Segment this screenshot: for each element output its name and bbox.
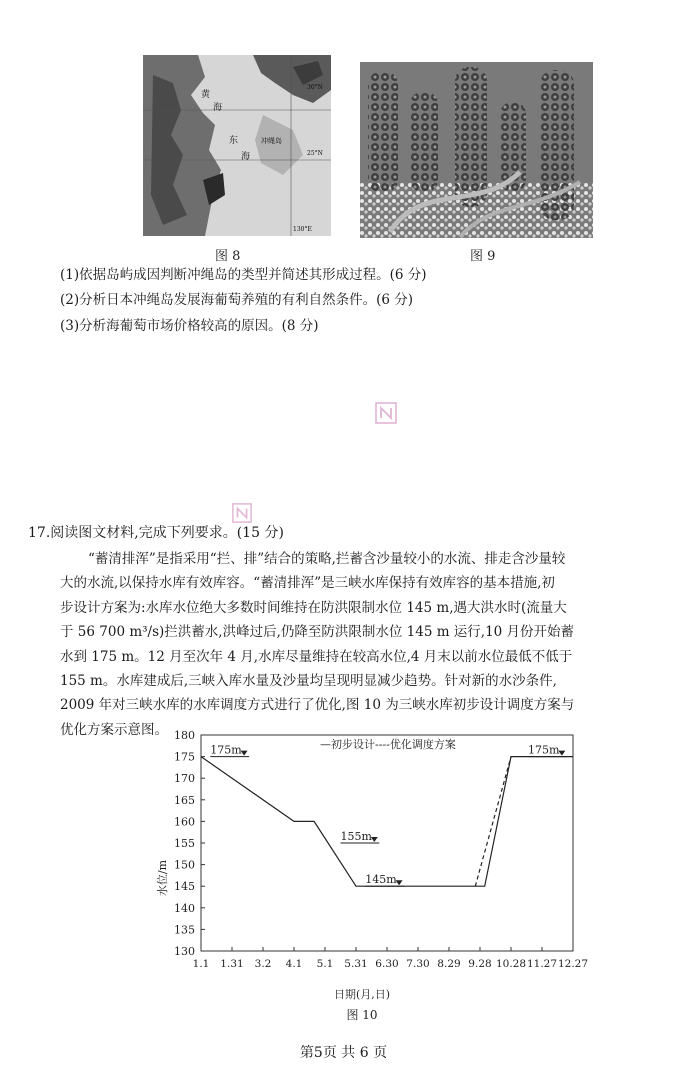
y-tick-label: 160	[174, 815, 195, 829]
map-label: 海	[241, 152, 251, 162]
x-tick-label: 12.27	[557, 958, 589, 970]
map-label: 25°N	[307, 150, 323, 157]
plot-area-border	[201, 735, 573, 951]
level-label: 145m	[365, 873, 397, 887]
x-tick-label: 6.30	[375, 958, 399, 970]
x-tick-label: 3.2	[254, 958, 272, 970]
material-line: 水到 175 m。12 月至次年 4 月,水库尽量维持在较高水位,4 月末以前水位最低不低于	[60, 648, 573, 665]
material-line: 2009 年对三峡水库的水库调度方式进行了优化,图 10 为三峡水库初步设计调度方案与	[60, 697, 575, 714]
y-tick-label: 150	[174, 858, 195, 872]
x-tick-label: 1.1	[192, 958, 210, 970]
x-axis-ticks	[193, 947, 588, 970]
level-labels	[210, 744, 567, 887]
map-label: 黄	[201, 90, 211, 100]
level-label: 175m	[210, 743, 242, 757]
page-footer: 第5页 共 6 页	[299, 1045, 388, 1061]
y-tick-label: 140	[174, 901, 195, 915]
watermark-logo	[375, 402, 397, 428]
y-tick-label: 170	[174, 772, 195, 786]
level-label: 175m	[528, 743, 560, 757]
question-16-2: (2)分析日本冲绳岛发展海葡萄养殖的有利自然条件。(6 分)	[60, 292, 414, 308]
y-tick-label: 175	[174, 750, 195, 764]
question-17-material	[60, 547, 640, 742]
figure-9-photo	[360, 62, 593, 238]
map-illustration	[143, 55, 331, 236]
x-tick-label: 7.30	[406, 958, 430, 970]
material-line: 大的水流,以保持水库有效库容。“蓄清排浑”是三峡水库保持有效库容的基本措施,初	[60, 575, 555, 592]
question-16-1: (1)依据岛屿成因判断冲绳岛的类型并简述其形成过程。(6 分)	[60, 267, 427, 283]
question-16-3: (3)分析海葡萄市场价格较高的原因。(8 分)	[60, 318, 319, 334]
x-tick-label: 5.1	[316, 958, 334, 970]
x-tick-label: 1.31	[220, 958, 244, 970]
chart-series	[201, 757, 573, 887]
y-tick-label: 135	[174, 923, 195, 937]
y-tick-label: 165	[174, 793, 195, 807]
material-line: 优化方案示意图。	[60, 721, 168, 738]
x-tick-label: 4.1	[285, 958, 303, 970]
figure-9-caption: 图 9	[470, 249, 496, 264]
figure-10-caption: 图 10	[346, 1008, 378, 1022]
x-tick-label: 8.29	[437, 958, 461, 970]
figure-8-caption: 图 8	[215, 249, 241, 264]
level-label: 155m	[340, 830, 372, 843]
chart-legend: —初步设计----优化调度方案	[320, 738, 456, 751]
map-label: 东	[229, 136, 239, 146]
x-tick-label: 11.27	[526, 958, 558, 970]
x-tick-label: 9.28	[468, 958, 492, 970]
y-tick-label: 130	[174, 945, 195, 958]
material-line: 155 m。水库建成后,三峡入库水量及沙量均呈现明显减少趋势。针对新的水沙条件,	[60, 673, 557, 690]
y-tick-label: 180	[174, 729, 195, 742]
material-line: 步设计方案为:水库水位绝大多数时间维持在防洪限制水位 145 m,遇大洪水时(流量大	[60, 599, 567, 616]
y-axis-label: 水位/m	[156, 859, 169, 897]
x-tick-label: 10.28	[495, 958, 527, 970]
y-axis-ticks	[174, 729, 205, 958]
map-label: 海	[213, 103, 223, 113]
y-tick-label: 155	[174, 837, 195, 850]
y-tick-label: 145	[174, 880, 195, 894]
chart-frame	[201, 735, 573, 951]
x-axis-label: 日期(月,日)	[333, 988, 391, 1001]
sea-grape-photo	[360, 62, 593, 238]
question-17-title: 17.阅读图文材料,完成下列要求。(15 分)	[28, 525, 284, 541]
series-line	[201, 757, 573, 887]
figure-8-map	[143, 55, 331, 236]
series-line	[475, 757, 511, 887]
map-label: 冲绳岛	[261, 137, 282, 145]
map-label: 130°E	[293, 226, 312, 233]
figure-10-chart	[150, 728, 590, 1028]
material-line: “蓄清排浑”是指采用“拦、排”结合的策略,拦蓄含沙量较小的水流、排走含沙量较	[88, 551, 566, 567]
x-tick-label: 5.31	[344, 958, 368, 970]
map-label: 30°N	[307, 84, 323, 91]
material-line: 于 56 700 m³/s)拦洪蓄水,洪峰过后,仍降至防洪限制水位 145 m 运行,10 月份开始蓄	[60, 624, 575, 641]
